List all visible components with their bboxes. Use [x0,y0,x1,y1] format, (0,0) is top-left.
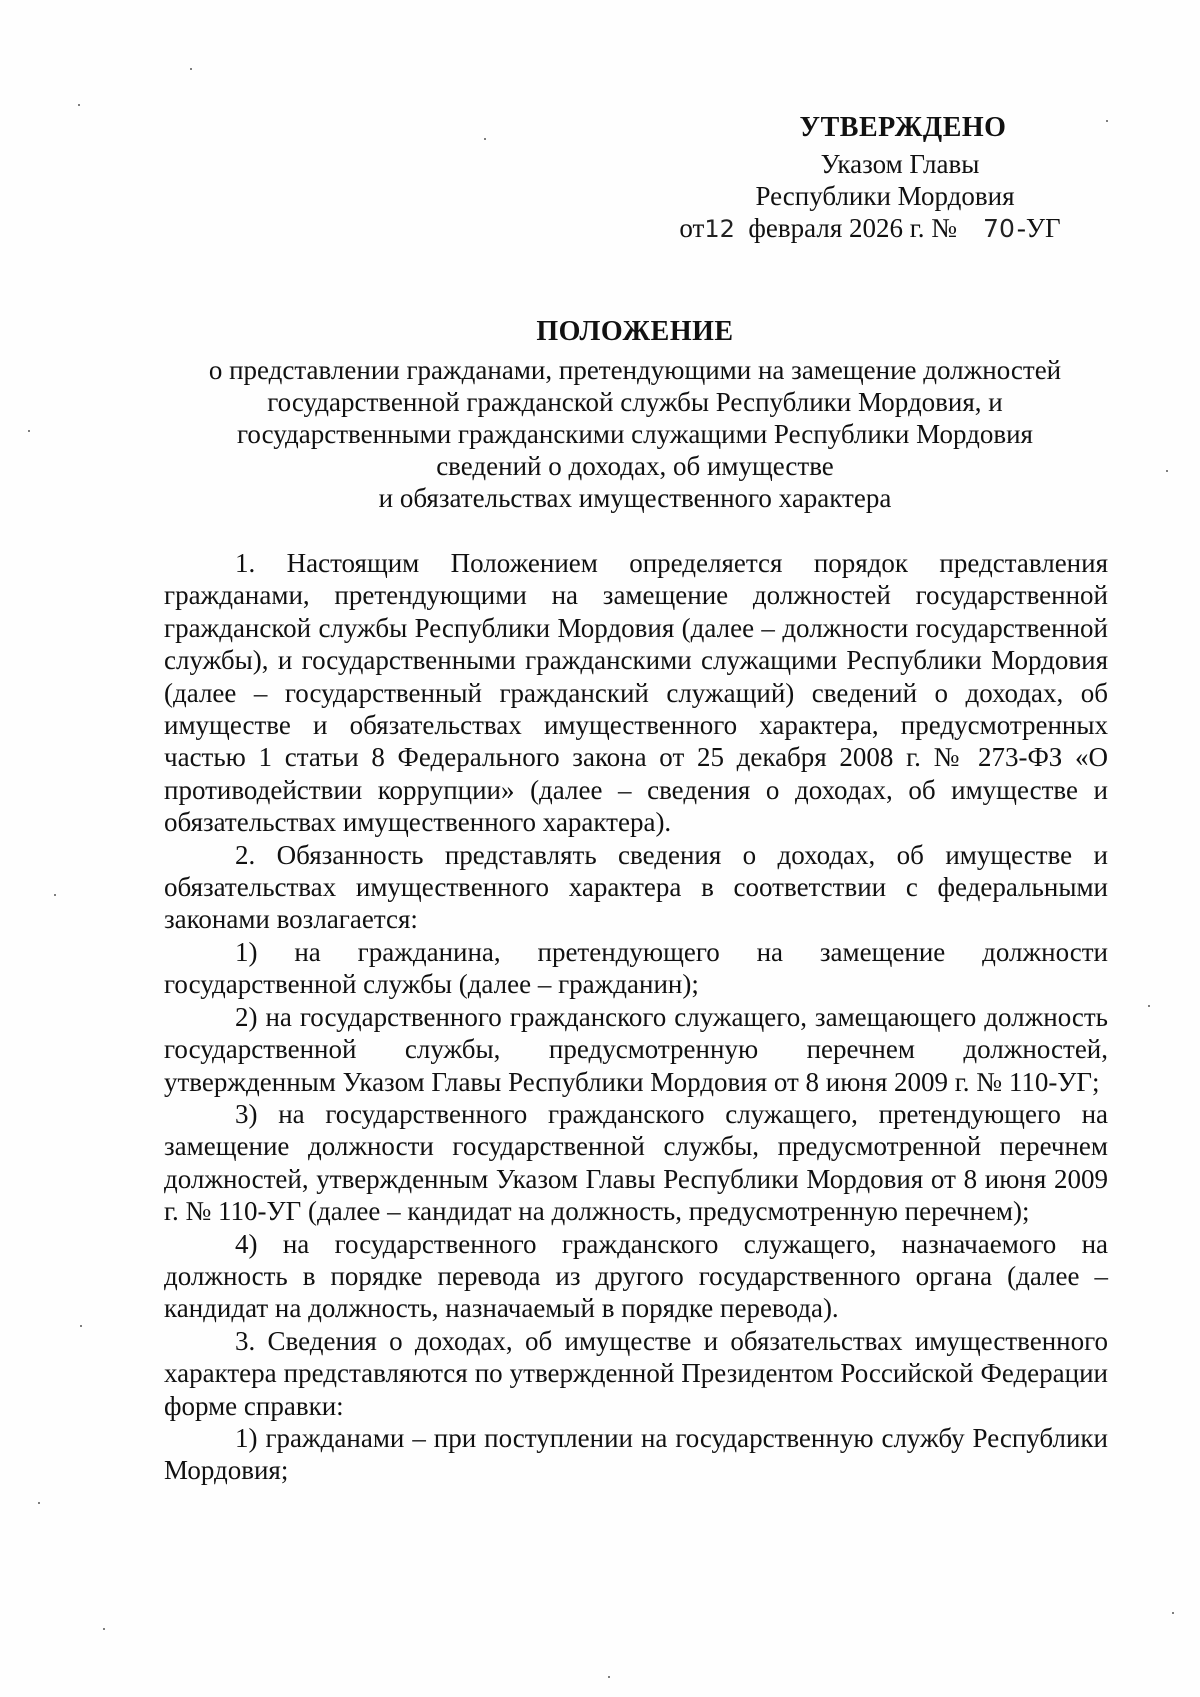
scan-speck [80,1325,82,1327]
approval-stamp-block [640,112,1100,245]
paragraph-2-item-1: 1) на гражданина, претендующего на замещение должности государственной службы (далее – гражданин); [164,936,1108,1000]
scan-speck [190,68,192,70]
title-line: о представлении гражданами, претендующими на замещение должностей [208,355,1062,385]
scan-speck [78,104,80,106]
title-line: государственными гражданскими служащими Республики Мордовия [237,419,1033,449]
paragraph-3-item-1: 1) гражданами – при поступлении на государственную службу Республики Мордовия; [164,1422,1108,1486]
scan-speck [1166,470,1168,472]
scan-speck [1106,120,1108,122]
decree-number-handwritten: 70 [983,214,1015,243]
scan-speck [484,138,486,140]
paragraph-3: 3. Сведения о доходах, об имуществе и обязательствах имущественного характера представляются по утвержденной Президентом Российской Федерации форме справки: [164,1325,1108,1421]
paragraph-2: 2. Обязанность представлять сведения о доходах, об имуществе и обязательствах имущественного характера в соответствии с федеральными законами возлагается: [164,839,1108,935]
approved-heading: УТВЕРЖДЕНО [799,112,1007,143]
paragraph-2-item-3: 3) на государственного гражданского служащего, претендующего на замещение должности государственной службы, предусмотренной перечнем должностей, утвержденным Указом Главы Республики Мордовия от 8 июня 2009 г. № 110-УГ (далее – кандидат на должность, предусмотренную перечнем); [164,1098,1108,1227]
paragraph-1: 1. Настоящим Положением определяется порядок представления гражданами, претендующими на замещение должностей государственной гражданской службы Республики Мордовия (далее – должности государственной службы), и государственными гражданскими служащими Республики Мордовия (далее – государственный гражданский служащий) сведений о доходах, об имуществе и обязательствах имущественного характера, предусмотренных частью 1 статьи 8 Федерального закона от 25 декабря 2008 г. № 273-ФЗ «О противодействии коррупции» (далее – сведения о доходах, об имуществе и обязательствах имущественного характера). [164,548,1108,838]
approved-republic: Республики Мордовия [755,181,1015,211]
scan-speck [54,894,56,896]
document-title: ПОЛОЖЕНИЕ [536,316,734,347]
paragraph-2-item-2: 2) на государственного гражданского служащего, замещающего должность государственной службы, предусмотренную перечнем должностей, утвержденным Указом Главы Республики Мордовия от 8 июня 2009 г. № 110-УГ; [164,1001,1108,1097]
title-line: сведений о доходах, об имуществе [436,451,834,481]
date-prefix: от [679,213,705,243]
scan-speck [1148,1005,1150,1007]
date-rest: февраля 2026 г. № [748,213,958,243]
date-day-handwritten: 12 [704,215,735,243]
scan-speck [103,1628,105,1630]
scan-speck [1172,1612,1174,1614]
decree-suffix: -УГ [1016,213,1061,243]
approval-date-line [640,212,1100,245]
document-body [164,547,1108,1487]
scan-speck [28,430,30,432]
approved-by-decree: Указом Главы [820,149,980,179]
scan-speck [38,1502,40,1504]
document-title-block [150,316,1120,514]
title-line: и обязательствах имущественного характера [378,483,892,513]
title-line: государственной гражданской службы Республики Мордовия, и [267,387,1003,417]
paragraph-2-item-4: 4) на государственного гражданского служащего, назначаемого на должность в порядке перевода из другого государственного органа (далее – кандидат на должность, назначаемый в порядке перевода). [164,1228,1108,1324]
scan-speck [608,1676,610,1678]
